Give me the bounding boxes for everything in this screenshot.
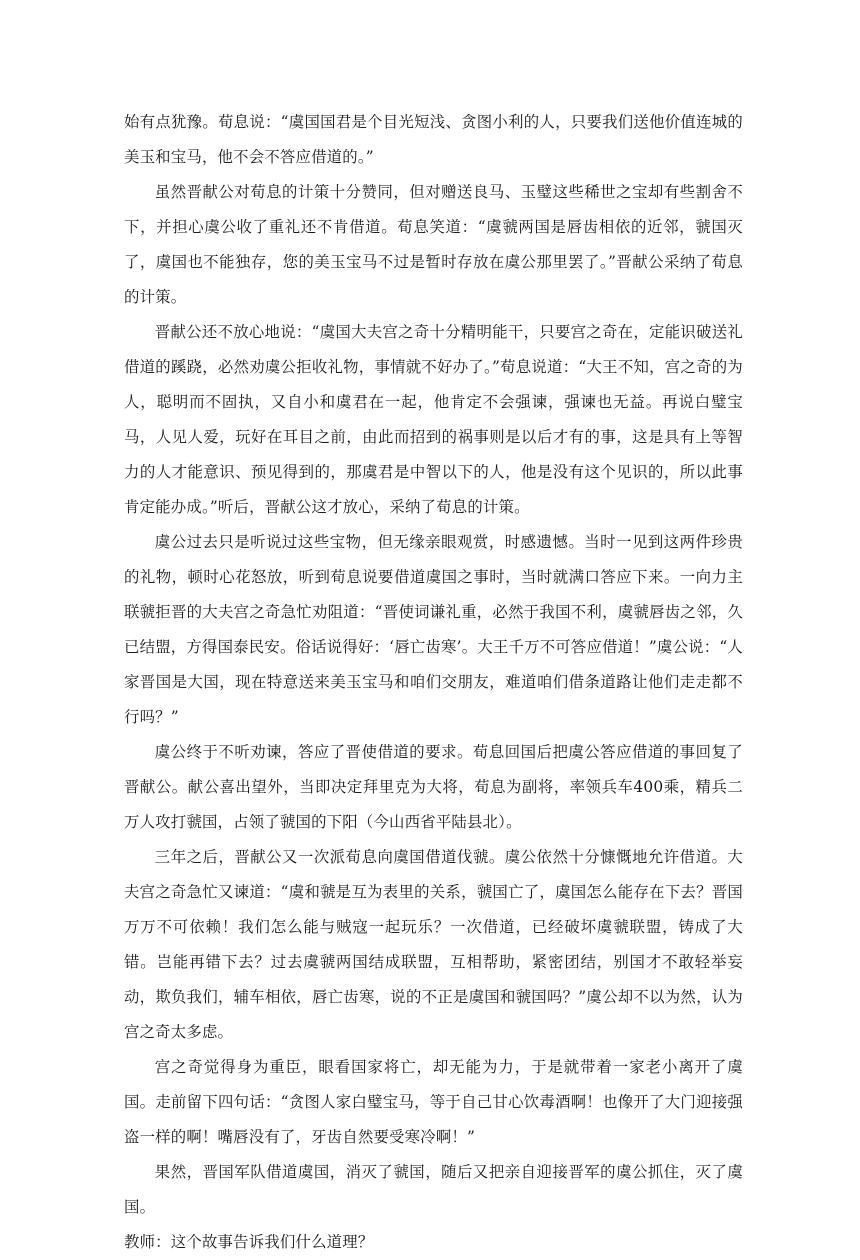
teacher-question: 教师：这个故事告诉我们什么道理？ [124, 1233, 374, 1251]
paragraph-6: 三年之后，晋献公又一次派荀息向虞国借道伐虢。虞公依然十分慷慨地允许借道。大夫宫之奇急忙又谏道：“虞和虢是互为表里的关系，虢国亡了，虞国怎么能存在下去？晋国万万不可依赖！我们怎么能与贼寇一起玩乐？一次借道，已经破坏虞虢联盟，铸成了大错。岂能再错下去？过去虞虢两国结成联盟，互相帮助，紧密团结，别国才不敢轻举妄动，欺负我们，辅车相依，唇亡齿寒，说的不正是虞国和虢国吗？”虞公却不以为然，认为宫之奇太多虑。 [124, 848, 743, 1041]
paragraph-4: 虞公过去只是听说过这些宝物，但无缘亲眼观赏，时感遗憾。当时一见到这两件珍贵的礼物，顿时心花怒放，听到荀息说要借道虞国之事时，当时就满口答应下来。一向力主联虢拒晋的大夫宫之奇急忙劝阻道：“晋使词谦礼重，必然于我国不利，虞虢唇齿之邻，久已结盟，方得国泰民安。俗话说得好：‘唇亡齿寒’。大王千万不可答应借道！”虞公说：“人家晋国是大国，现在特意送来美玉宝马和咱们交朋友，难道咱们借条道路让他们走走都不行吗？” [124, 533, 743, 726]
paragraph-2: 虽然晋献公对荀息的计策十分赞同，但对赠送良马、玉璧这些稀世之宝却有些割舍不下，并担心虞公收了重礼还不肯借道。荀息笑道：“虞虢两国是唇齿相依的近邻，虢国灭了，虞国也不能独存，您的美玉宝马不过是暂时存放在虞公那里罢了。”晋献公采纳了荀息的计策。 [124, 183, 743, 306]
paragraph-7: 宫之奇觉得身为重臣，眼看国家将亡，却无能为力，于是就带着一家老小离开了虞国。走前留下四句话：“贪图人家白璧宝马，等于自己甘心饮毒酒啊！也像开了大门迎接强盗一样的啊！嘴唇没有了，牙齿自然要受寒冷啊！” [124, 1058, 743, 1146]
paragraph-3: 晋献公还不放心地说：“虞国大夫宫之奇十分精明能干，只要宫之奇在，定能识破送礼借道的蹊跷，必然劝虞公拒收礼物，事情就不好办了。”荀息说道：“大王不知，宫之奇的为人，聪明而不固执，又自小和虞君在一起，他肯定不会强谏，强谏也无益。再说白璧宝马，人见人爱，玩好在耳目之前，由此而招到的祸事则是以后才有的事，这是具有上等智力的人才能意识、预见得到的，那虞君是中智以下的人，他是没有这个见识的，所以此事肯定能办成。”听后，晋献公这才放心，采纳了荀息的计策。 [124, 323, 743, 516]
paragraph-8: 果然，晋国军队借道虞国，消灭了虢国，随后又把亲自迎接晋军的虞公抓住，灭了虞国。 [124, 1163, 743, 1216]
paragraph-5: 虞公终于不听劝谏，答应了晋使借道的要求。荀息回国后把虞公答应借道的事回复了晋献公。献公喜出望外，当即决定拜里克为大将，荀息为副将，率领兵车400乘，精兵二万人攻打虢国，占领了虢国的下阳（今山西省平陆县北）。 [124, 743, 743, 831]
document-body [124, 105, 743, 1260]
paragraph-1: 始有点犹豫。荀息说：“虞国国君是个目光短浅、贪图小利的人，只要我们送他价值连城的美玉和宝马，他不会不答应借道的。” [124, 113, 743, 166]
